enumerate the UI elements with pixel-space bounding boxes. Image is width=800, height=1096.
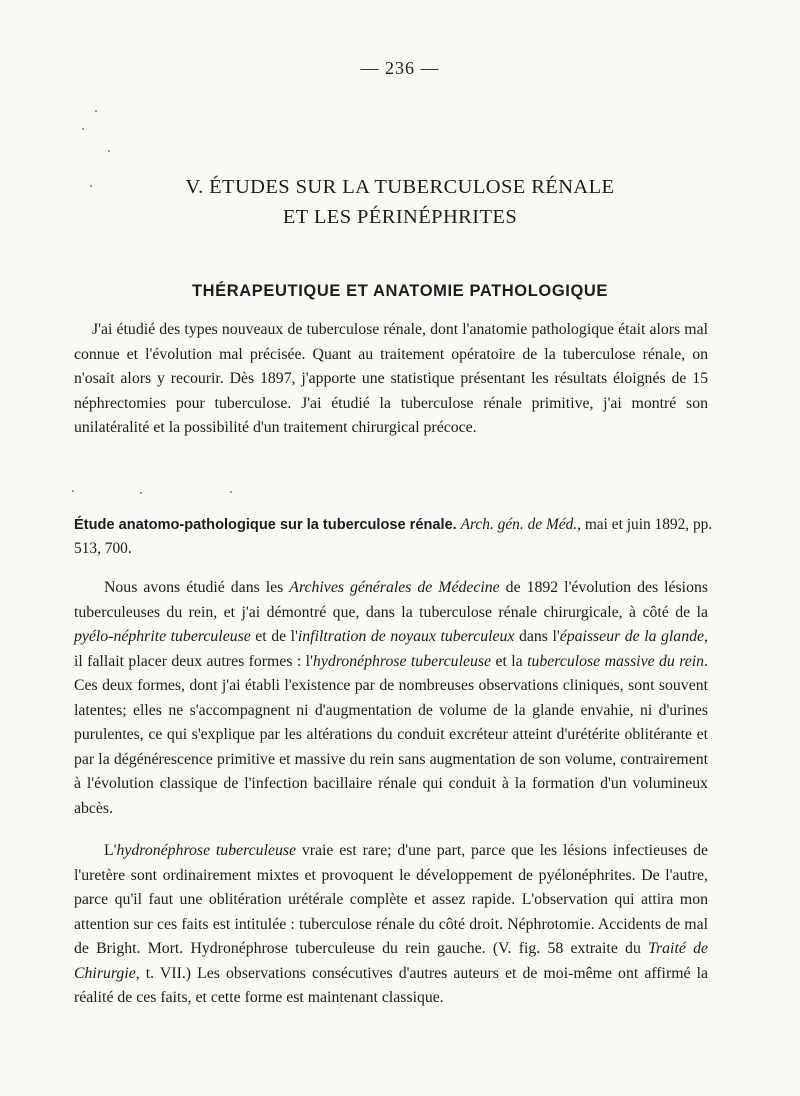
text-run: , il fallait placer deux autres formes : l' [74,628,708,670]
text-run: L' [104,842,117,859]
italic-run: épaisseur de la glande [559,628,705,645]
body-paragraph-1 [74,576,708,821]
reference-details: , mai et juin 1892, pp. 513, 700. [74,516,713,557]
scan-speck [95,110,97,112]
section-title: THÉRAPEUTIQUE ET ANATOMIE PATHOLOGIQUE [191,282,609,300]
text-run: et la [491,652,528,670]
italic-run: Archives générales de Médecine [289,579,500,596]
scan-speck [82,128,84,130]
text-run: Nous avons étudié dans les [104,579,290,596]
chapter-title-line2: ET LES PÉRINÉPHRITES [282,206,518,228]
body-paragraph-2 [74,839,708,1011]
reference-title: Étude anatomo-pathologique sur la tuberculose rénale. [74,517,457,533]
text-run: vraie est rare; d'une part, parce que les lésions infectieuses de l'uretère sont ordinairement mixtes et provoquent le développement de pyélonéphrites. De l'autre, parce qu'il faut une oblitération urétérale complète et assez rapide. L'observation qui attira mon attention sur ces faits est intitulée : tuberculose rénale du côté droit. Néphrotomie. Accidents de mal de Bright. Mort. Hydronéphrose tuberculeuse du rein gauche. (V. fig. 58 extraite du [74,842,709,957]
italic-run: hydronéphrose tuberculeuse [116,842,297,859]
intro-paragraph: J'ai étudié des types nouveaux de tuberculose rénale, dont l'anatomie pathologique était alors mal connue et l'évolution mal précisée. Quant au traitement opératoire de la tuberculose rénale, on n'osait alors y recourir. Dès 1897, j'apporte une statistique présentant les résultats éloignés de 15 néphrectomies pour tuberculose. J'ai étudié la tuberculose rénale primitive, j'ai montré son unilatéralité et la possibilité d'un traitement chirurgical précoce. [74,321,708,436]
reference-journal: Arch. gén. de Méd. [460,516,578,533]
chapter-title [0,172,800,232]
italic-run: tuberculose massive du rein [527,652,705,670]
scan-speck [108,150,110,152]
scan-speck [72,490,74,492]
text-run: de 1892 l'évolution des lésions tuberculeuses du rein, et j'ai démontré que, dans la tuberculose rénale chirurgicale, à côté de la [74,579,709,621]
text-run: . Ces deux formes, dont j'ai établi l'existence par de nombreuses observations cliniques, sont souvent latentes; elles ne s'accompagnent ni d'augmentation de volume de la glande envahie, ni d'urines purulentes, ce qui s'explique par les altérations du conduit excréteur atteint d'urétérite oblitérante et par la dégénérescence primitive et massive du rein sans augmentation de son volume, contrairement à l'évolution classique de l'infection bacillaire rénale qui conduit à la formation d'un volumineux abcès. [74,652,709,817]
page-number: — 236 — [360,58,440,78]
text-run: , t. VII.) Les observations consécutives d'autres auteurs et de moi-même ont affirmé la réalité de ces faits, et cette forme est maintenant classique. [74,964,708,1006]
text-run: dans l' [514,628,560,645]
italic-run: infiltration de noyaux tuberculeux [297,628,515,645]
reference-entry [74,513,714,561]
chapter-title-line1: V. ÉTUDES SUR LA TUBERCULOSE RÉNALE [185,176,615,198]
scan-speck [90,185,92,187]
italic-run: pyélo-néphrite tuberculeuse [74,628,251,645]
text-run: et de l' [250,628,298,645]
scan-speck [140,492,142,494]
italic-run: Traité de Chirurgie [74,940,708,982]
scan-speck [230,491,232,493]
italic-run: hydronéphrose tuberculeuse [312,652,492,670]
